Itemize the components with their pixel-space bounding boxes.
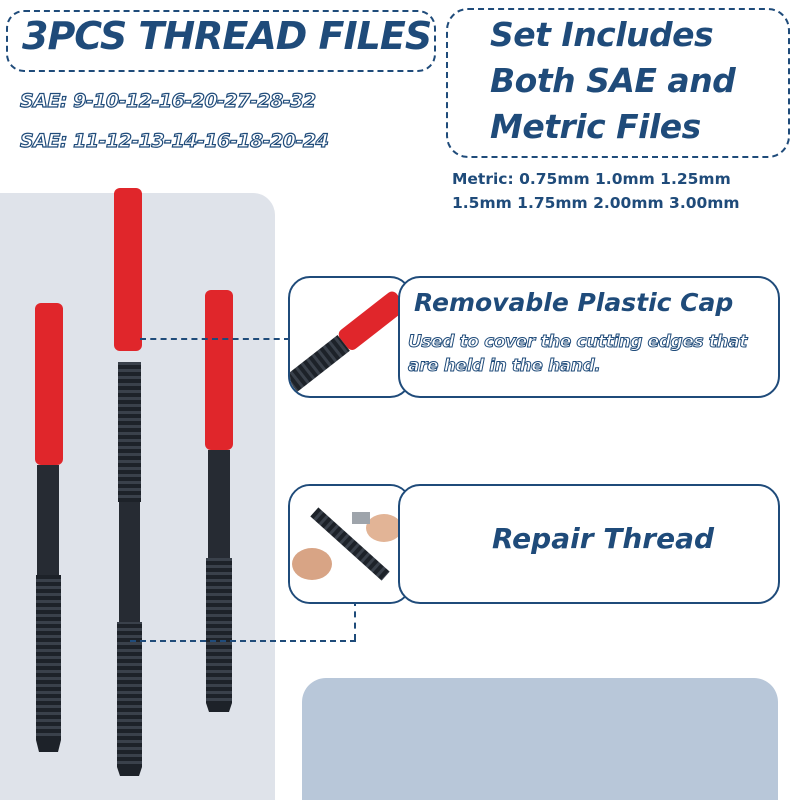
connector-repair-vertical (354, 600, 356, 640)
product-title: 3PCS THREAD FILES (22, 14, 432, 58)
repair-thumbnail (288, 484, 412, 604)
sae-spec-line-2: SAE: 11-12-13-14-16-18-20-24 (20, 130, 329, 152)
cap-callout-title: Removable Plastic Cap (414, 288, 734, 317)
sae-spec-line-1: SAE: 9-10-12-16-20-27-28-32 (20, 90, 316, 112)
repair-closeup-image (290, 486, 410, 602)
includes-line-1: Set Includes (490, 15, 714, 54)
metric-spec-line-2: 1.5mm 1.75mm 2.00mm 3.00mm (452, 194, 740, 212)
includes-line-3: Metric Files (490, 107, 701, 146)
includes-heading (490, 12, 735, 150)
metric-spec-line-1: Metric: 0.75mm 1.0mm 1.25mm (452, 170, 731, 188)
cap-desc-line-2: are held in the hand. (408, 356, 601, 376)
connector-repair-horizontal (130, 640, 356, 642)
connector-cap (140, 338, 290, 340)
background-panel-bottom (302, 678, 778, 800)
cap-thumbnail (288, 276, 412, 398)
thread-file-right (205, 290, 233, 712)
thread-files-illustration (0, 180, 290, 780)
cap-closeup-image (290, 278, 410, 396)
includes-line-2: Both SAE and (490, 61, 736, 100)
cap-callout-desc (408, 330, 747, 378)
cap-desc-line-1: Used to cover the cutting edges that (408, 332, 747, 352)
repair-callout-title: Repair Thread (492, 522, 715, 555)
thread-file-left (35, 303, 63, 752)
thread-file-middle (114, 188, 142, 776)
